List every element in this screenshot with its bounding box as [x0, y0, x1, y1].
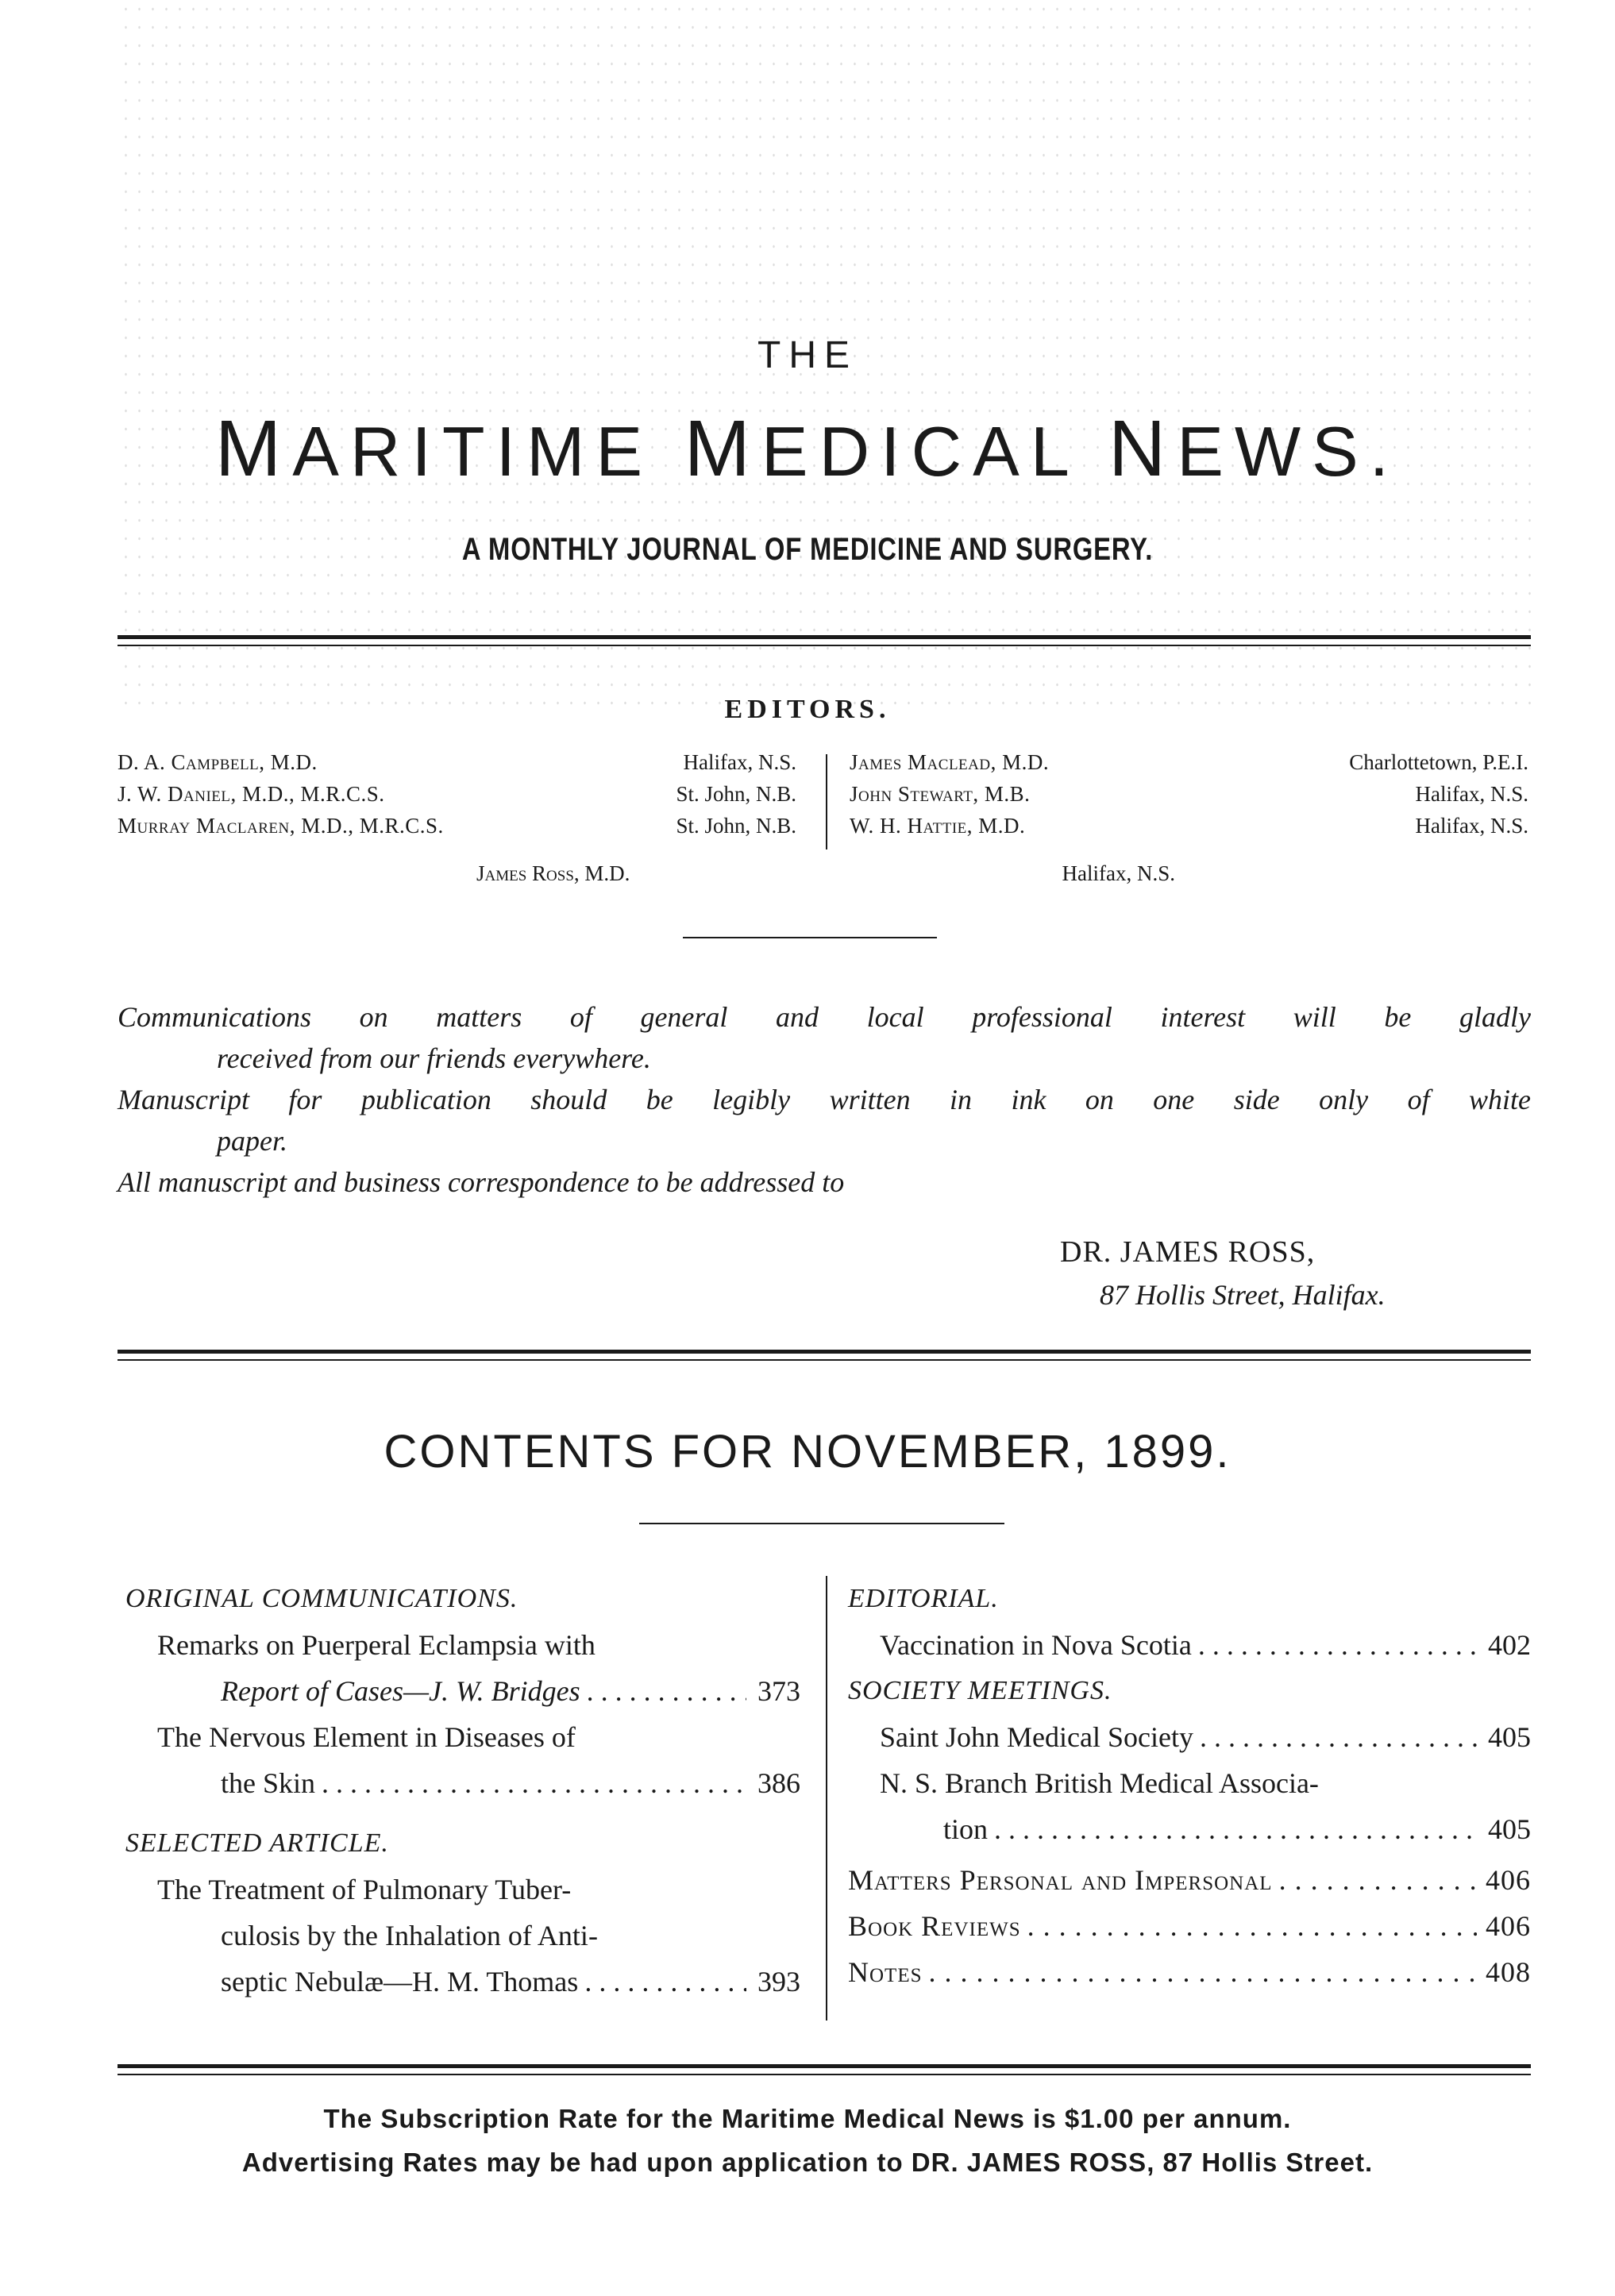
- toc-entry-notes: [848, 1949, 1531, 1995]
- toc-entry-text: Report of Cases—J. W. Bridges: [221, 1675, 580, 1707]
- section-selected-article: SELECTED ARTICLE.: [125, 1828, 389, 1858]
- journal-title: [0, 404, 1615, 493]
- toc-entry-text: The Treatment of Pulmonary Tuber-: [157, 1874, 572, 1905]
- leader-dots: [322, 1760, 746, 1806]
- editor-place: Halifax, N.S.: [1415, 782, 1528, 806]
- leader-dots: [584, 1959, 746, 2005]
- editor-left-3: [118, 814, 796, 838]
- page-number: 405: [1488, 1813, 1531, 1845]
- editors-divider: [826, 754, 827, 849]
- contents-heading: CONTENTS FOR NOVEMBER, 1899.: [384, 1426, 1231, 1477]
- toc-entry-text: Book Reviews: [848, 1910, 1021, 1942]
- toc-entry-text: septic Nebulæ—H. M. Thomas: [221, 1966, 579, 1997]
- editor-name: John Stewart, M.B.: [850, 782, 1031, 806]
- editor-name: James Maclead, M.D.: [850, 750, 1050, 774]
- toc-entry-row: [157, 1760, 800, 1806]
- notice-communications: Communications on matters of general and local professional interest will be gladly: [118, 1001, 1531, 1033]
- editor-place: Halifax, N.S.: [1062, 861, 1175, 885]
- leader-dots: [1279, 1857, 1477, 1903]
- subscription-rate: The Subscription Rate for the Maritime Medical News is $1.00 per annum.: [323, 2104, 1292, 2133]
- toc-entry-text: culosis by the Inhalation of Anti-: [221, 1920, 598, 1951]
- advertising-rates: Advertising Rates may be had upon application to DR. JAMES ROSS, 87 Hollis Street.: [241, 2148, 1374, 2177]
- editor-name: Murray Maclaren, M.D., M.R.C.S.: [118, 814, 444, 838]
- page-number: 408: [1486, 1956, 1531, 1988]
- editor-name: J. W. Daniel, M.D., M.R.C.S.: [118, 782, 385, 806]
- notice-communications-cont: received from our friends everywhere.: [217, 1042, 651, 1074]
- notice-correspondence: All manuscript and business correspondence to be addressed to: [118, 1166, 845, 1198]
- editor-center: [476, 861, 1175, 886]
- contents-divider: [826, 1576, 827, 2021]
- toc-entry-text: The Nervous Element in Diseases of: [157, 1721, 576, 1753]
- leader-dots: [1198, 1622, 1477, 1668]
- toc-entry-text: Saint John Medical Society: [880, 1721, 1193, 1753]
- toc-entry-row: [880, 1806, 1531, 1852]
- toc-entry-text: N. S. Branch British Medical Associa-: [880, 1767, 1319, 1799]
- toc-entry-text: Matters Personal and Impersonal: [848, 1864, 1273, 1896]
- toc-entry-row: [157, 1959, 800, 2005]
- toc-entry-vaccination: [848, 1622, 1531, 1668]
- toc-entry-text: Vaccination in Nova Scotia: [880, 1629, 1192, 1661]
- title-part-edical: EDICAL: [761, 412, 1108, 491]
- editor-place: Charlottetown, P.E.I.: [1349, 750, 1528, 774]
- editor-right-1: [850, 750, 1528, 775]
- editor-place: Halifax, N.S.: [1415, 814, 1528, 838]
- editor-left-1: [118, 750, 796, 775]
- address: 87 Hollis Street, Halifax.: [1100, 1279, 1386, 1311]
- editor-right-3: [850, 814, 1528, 838]
- toc-entry-matters-personal: [848, 1857, 1531, 1903]
- toc-entry-row: [157, 1668, 800, 1714]
- title-part-aritime: ARITIME: [292, 412, 684, 491]
- toc-entry-saint-john-society: [848, 1714, 1531, 1760]
- editors-heading: EDITORS.: [724, 695, 891, 724]
- toc-entry-text: the Skin: [221, 1767, 316, 1799]
- page-number: 406: [1486, 1864, 1531, 1896]
- leader-dots: [587, 1668, 746, 1714]
- page-number: 402: [1488, 1629, 1531, 1661]
- toc-entry-book-reviews: [848, 1903, 1531, 1949]
- page-number: 405: [1488, 1721, 1531, 1753]
- notices-block: [118, 996, 1531, 1203]
- editor-left-2: [118, 782, 796, 807]
- notice-manuscript: Manuscript for publication should be legibly written in ink on one side only of white: [118, 1084, 1531, 1115]
- page-number: 406: [1486, 1910, 1531, 1942]
- contents-right-column: [848, 1576, 1531, 1995]
- footer-rule-thick: [118, 2064, 1531, 2068]
- toc-entry-tuberculosis: [125, 1866, 800, 2005]
- contents-left-column: [125, 1576, 800, 2005]
- page-number: 393: [757, 1966, 800, 1997]
- footer-rule-thin: [118, 2074, 1531, 2075]
- page-number: 373: [757, 1675, 800, 1707]
- journal-subtitle: A MONTHLY JOURNAL OF MEDICINE AND SURGERY.: [461, 532, 1154, 567]
- title-initial-m: M: [214, 404, 293, 493]
- notice-manuscript-cont: paper.: [217, 1125, 287, 1157]
- title-initial-n: N: [1108, 404, 1178, 493]
- section-society-meetings: SOCIETY MEETINGS.: [848, 1676, 1112, 1705]
- leader-dots: [1200, 1714, 1477, 1760]
- addressee: DR. JAMES ROSS,: [1060, 1235, 1316, 1269]
- leader-dots: [929, 1949, 1478, 1995]
- masthead-rule-thin: [118, 645, 1531, 646]
- toc-entry-bma-branch: [848, 1760, 1531, 1852]
- toc-entry-text: tion: [943, 1813, 989, 1845]
- toc-entry-text: Remarks on Puerperal Eclampsia with: [157, 1629, 596, 1661]
- masthead-rule-thick: [118, 635, 1531, 639]
- notice-rule-thick: [118, 1350, 1531, 1354]
- editor-place: Halifax, N.S.: [683, 750, 796, 774]
- contents-separator: [639, 1523, 1004, 1524]
- toc-entry-eclampsia: [125, 1622, 800, 1714]
- leader-dots: [1027, 1903, 1477, 1949]
- editor-name: D. A. Campbell, M.D.: [118, 750, 318, 774]
- toc-entry-text: Notes: [848, 1956, 923, 1988]
- editors-separator: [683, 937, 937, 938]
- editor-place: St. John, N.B.: [676, 782, 796, 806]
- editor-name: James Ross, M.D.: [476, 861, 630, 885]
- section-original-communications: ORIGINAL COMMUNICATIONS.: [125, 1584, 518, 1613]
- section-editorial: EDITORIAL.: [848, 1584, 999, 1613]
- leader-dots: [994, 1806, 1477, 1852]
- editor-right-2: [850, 782, 1528, 807]
- page-number: 386: [757, 1767, 800, 1799]
- editor-place: St. John, N.B.: [676, 814, 796, 838]
- title-part-ews: EWS.: [1177, 412, 1401, 491]
- title-initial-m2: M: [684, 404, 761, 493]
- toc-entry-nervous-element: [125, 1714, 800, 1806]
- notice-rule-thin: [118, 1359, 1531, 1361]
- editor-name: W. H. Hattie, M.D.: [850, 814, 1026, 838]
- masthead-the: THE: [757, 334, 858, 376]
